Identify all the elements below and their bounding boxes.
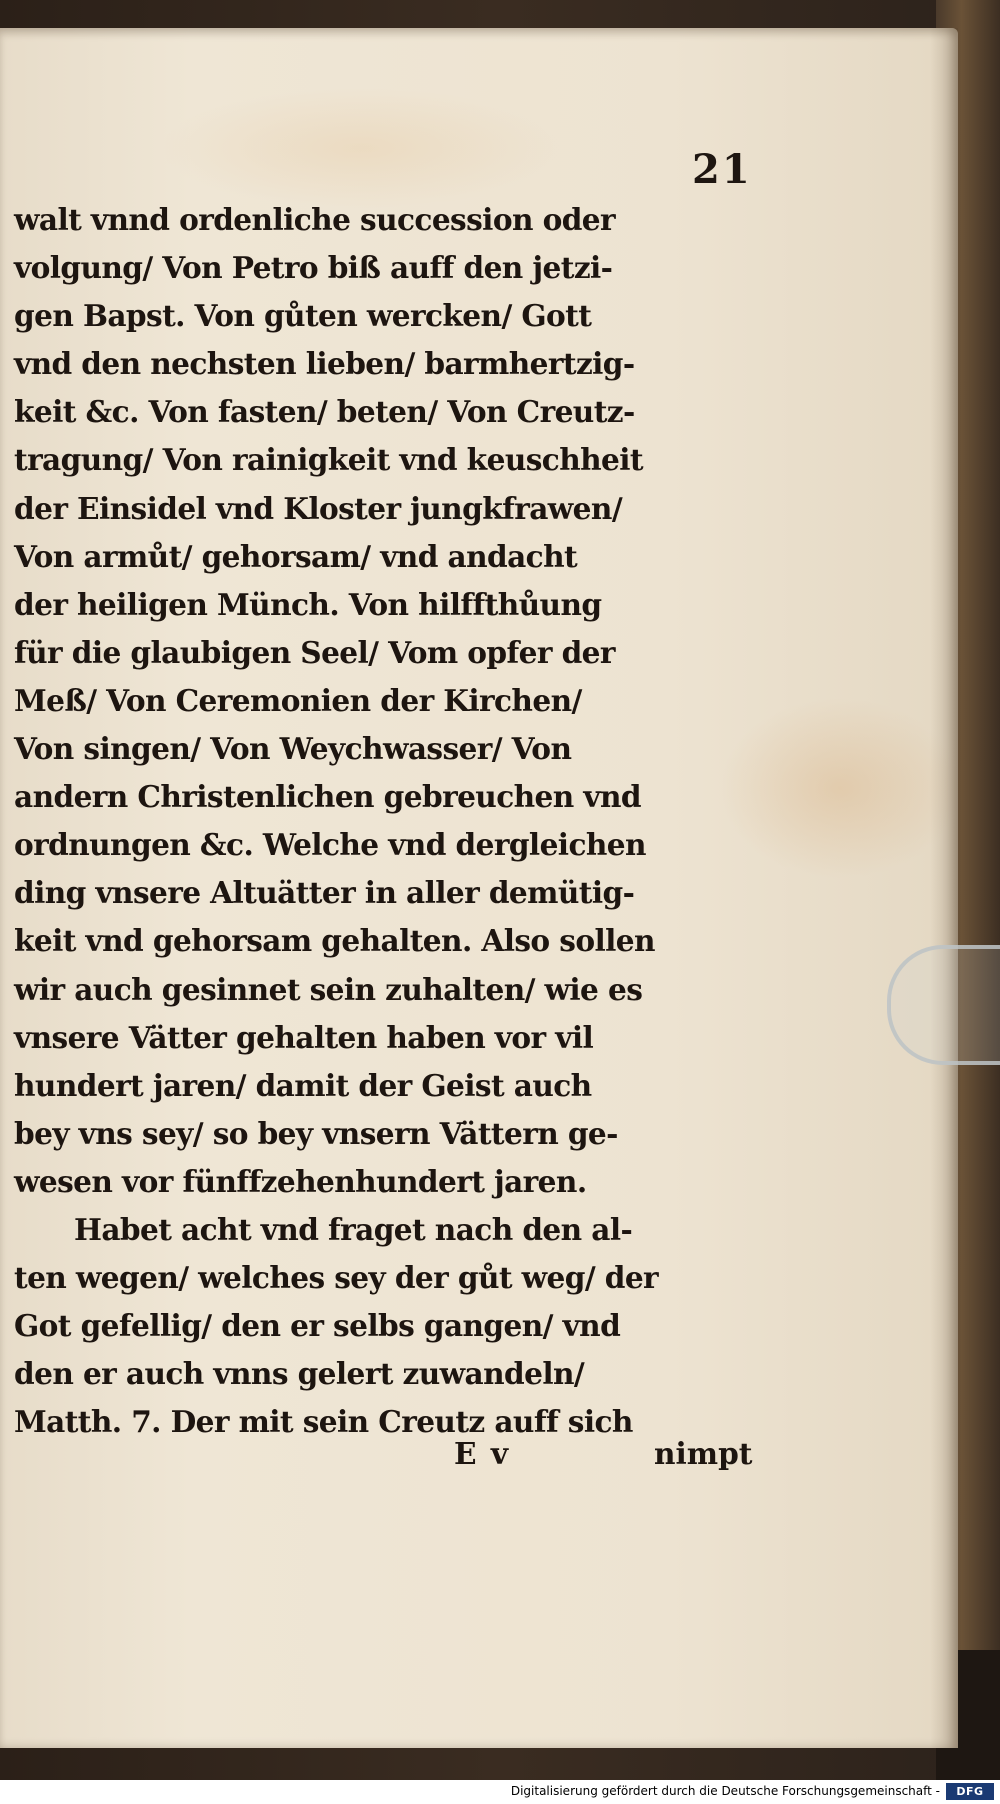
text-line: gen Bapst. Von gůten wercken/ Gott — [14, 298, 592, 334]
text-line: walt vnnd ordenliche succession oder — [14, 202, 616, 237]
text-line: den er auch vnns gelert zuwandeln/ — [14, 1356, 585, 1392]
funding-credit: Digitalisierung gefördert durch die Deutsche Forschungsgemeinschaft - — [510, 1784, 940, 1798]
text-line: Von armůt/ gehorsam/ vnd andacht — [14, 538, 578, 574]
signature-mark: E v — [454, 1436, 511, 1471]
page-clip — [887, 945, 1000, 1065]
text-line: volgung/ Von Petro biß auff den jetzi- — [14, 250, 613, 286]
text-line: bey vns sey/ so bey vnsern Vättern ge- — [14, 1115, 618, 1151]
text-line: hundert jaren/ damit der Geist auch — [14, 1067, 592, 1103]
text-line: der heiligen Münch. Von hilffthůung — [14, 586, 602, 622]
catchword: nimpt — [654, 1436, 753, 1471]
text-line: Got gefellig/ den er selbs gangen/ vnd — [14, 1308, 621, 1344]
text-line: Matth. 7. Der mit sein Creutz auff sich — [14, 1404, 633, 1440]
text-line: keit &c. Von fasten/ beten/ Von Creutz- — [14, 394, 635, 430]
footer-bar — [0, 1780, 1000, 1804]
text-line: wesen vor fünffzehenhundert jaren. — [14, 1163, 587, 1199]
text-line: vnsere Vätter gehalten haben vor vil — [14, 1019, 594, 1055]
text-line: tragung/ Von rainigkeit vnd keuschheit — [14, 442, 643, 478]
text-line: vnd den nechsten lieben/ barmhertzig- — [14, 346, 635, 382]
text-line: Habet acht vnd fraget nach den al- — [74, 1211, 633, 1247]
text-line: ordnungen &c. Welche vnd dergleichen — [14, 827, 646, 863]
text-line: ten wegen/ welches sey der gůt weg/ der — [14, 1260, 659, 1296]
text-line: andern Christenlichen gebreuchen vnd — [14, 779, 642, 815]
text-line: keit vnd gehorsam gehalten. Also sollen — [14, 923, 655, 959]
text-line: Meß/ Von Ceremonien der Kirchen/ — [14, 682, 582, 718]
text-line: der Einsidel vnd Kloster jungkfrawen/ — [14, 490, 623, 526]
text-line: für die glaubigen Seel/ Vom opfer der — [14, 634, 615, 670]
text-line: wir auch gesinnet sein zuhalten/ wie es — [14, 971, 643, 1007]
catchline — [14, 1430, 774, 1478]
page-gutter-shadow — [930, 28, 958, 1748]
dfg-logo: DFG — [946, 1783, 994, 1800]
text-line: Von singen/ Von Weychwasser/ Von — [14, 731, 572, 767]
page-text — [14, 196, 774, 1446]
text-line: ding vnsere Altuätter in aller demütig- — [14, 875, 635, 911]
book-page — [0, 28, 958, 1748]
page-number: 21 — [692, 146, 752, 193]
